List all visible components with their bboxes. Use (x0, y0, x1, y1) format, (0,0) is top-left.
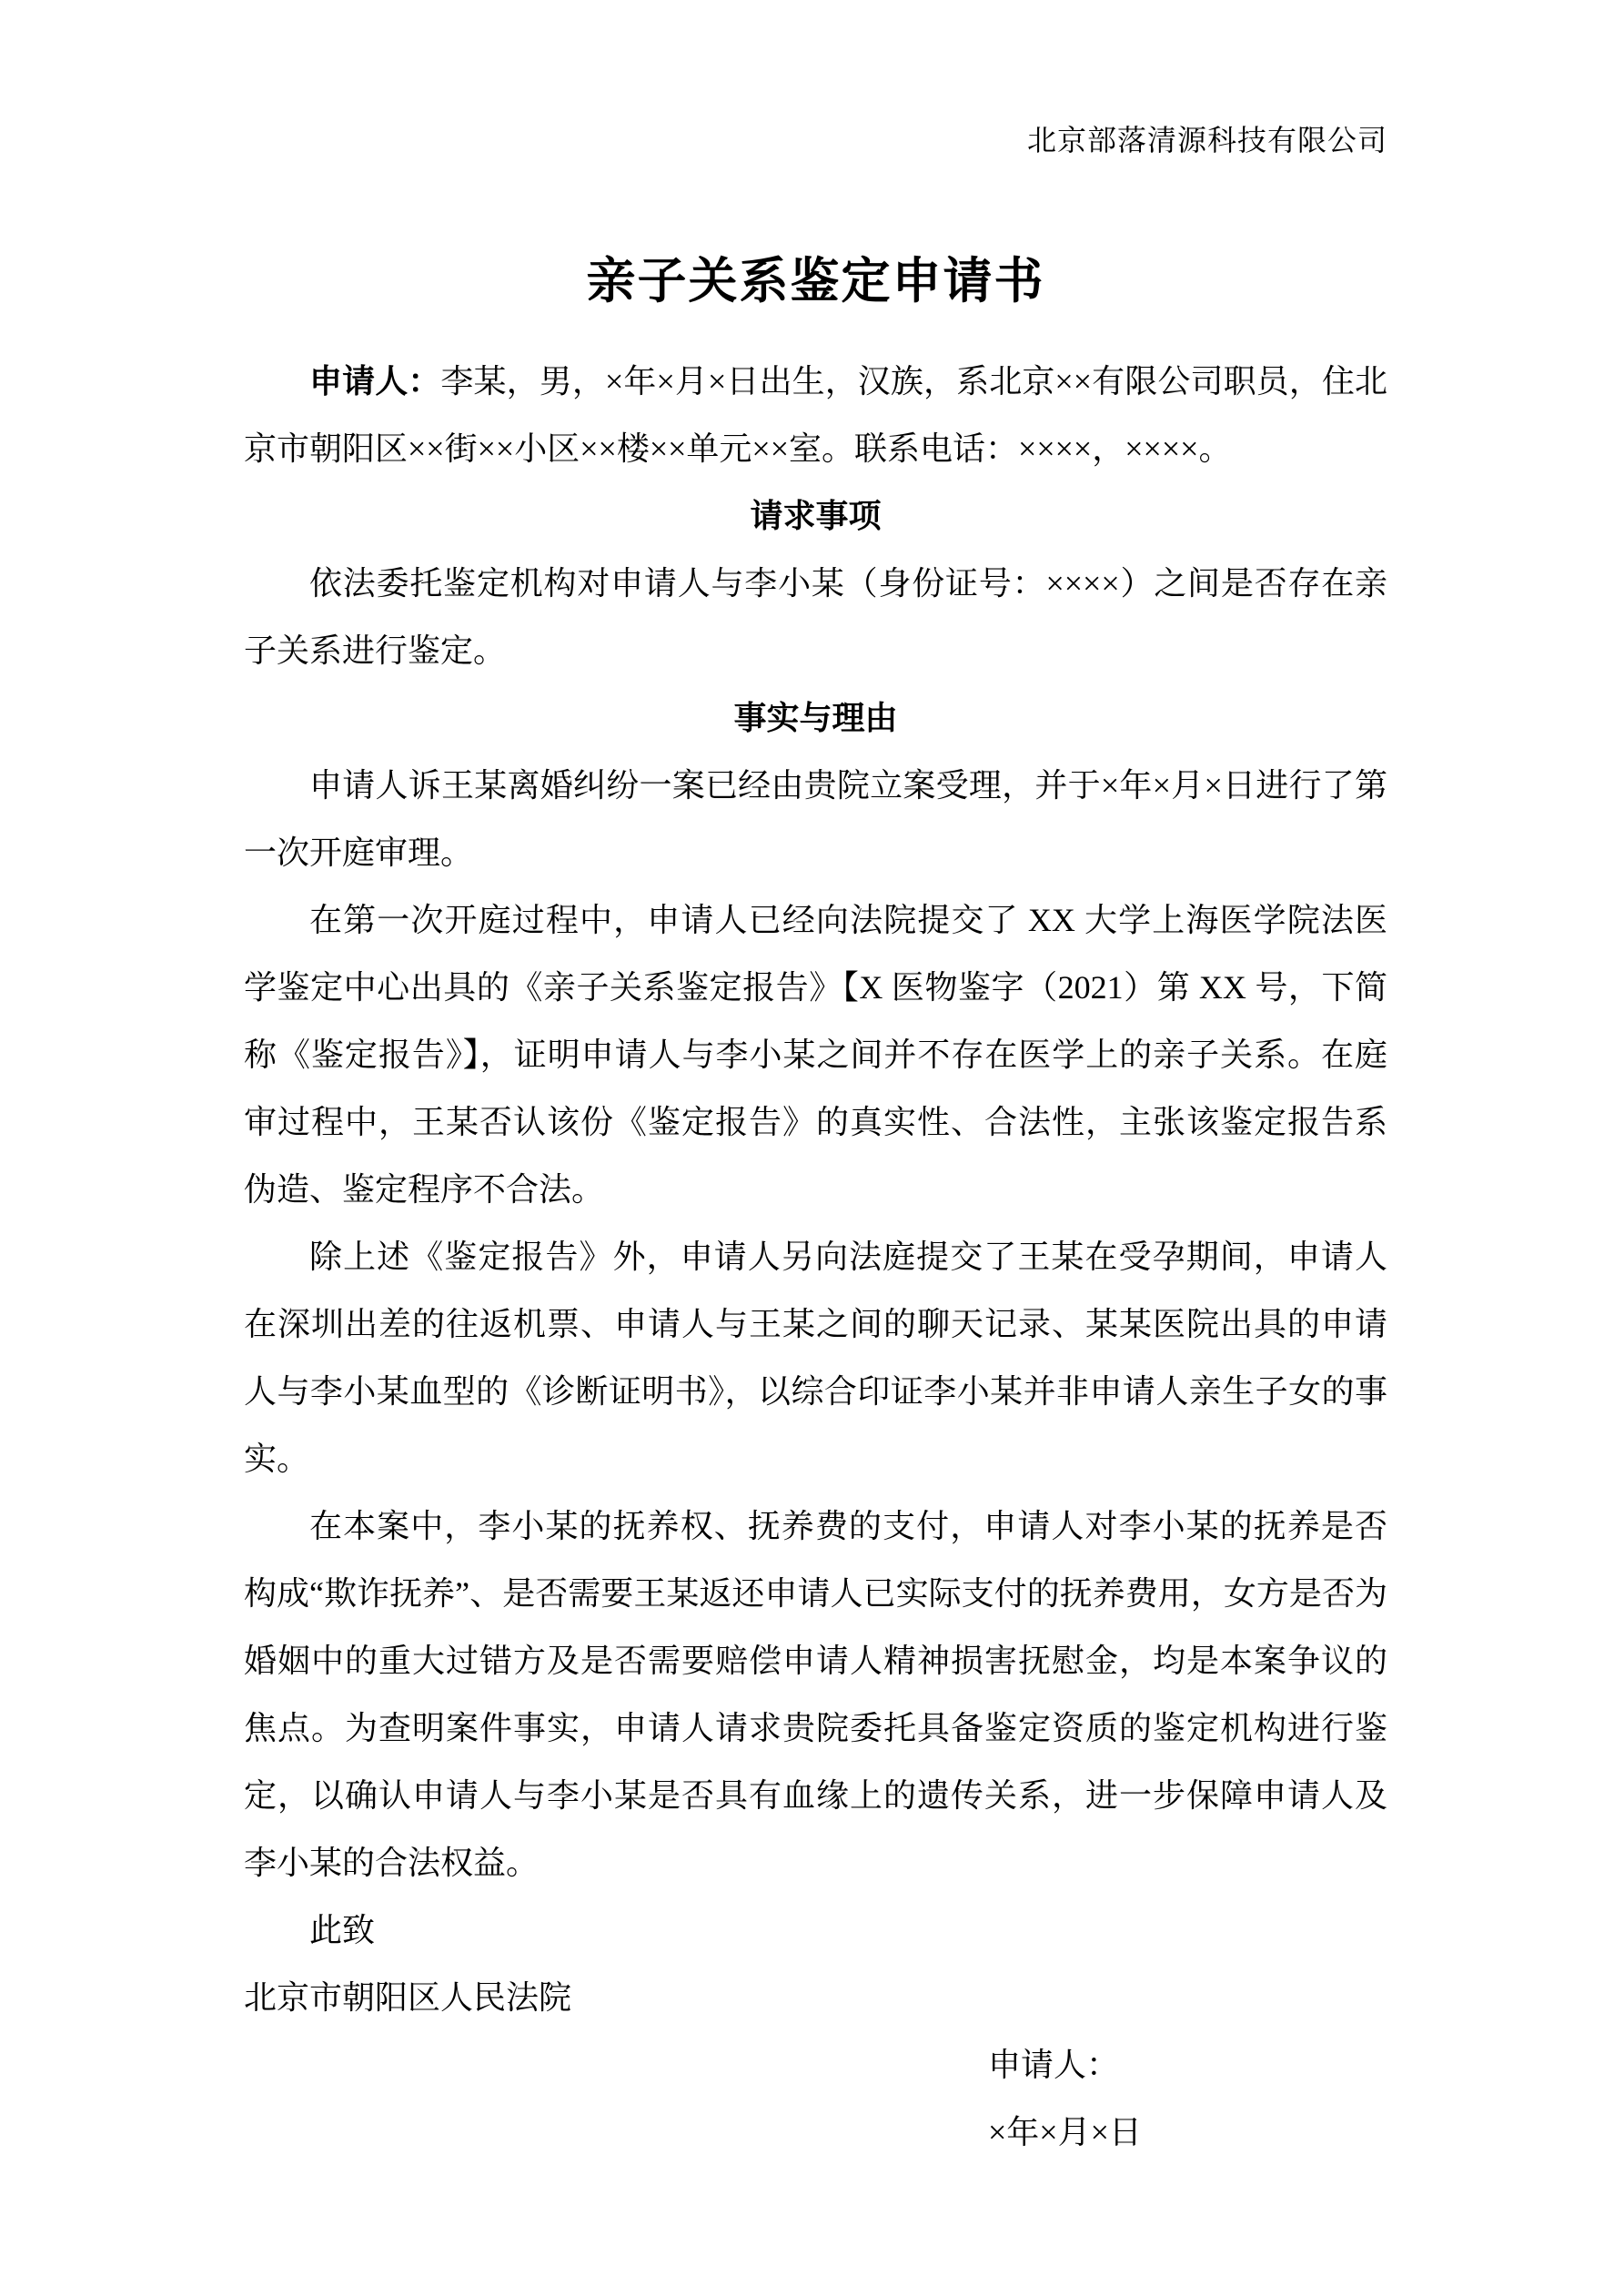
applicant-label: 申请人： (309, 363, 441, 400)
facts-paragraph-1: 申请人诉王某离婚纠纷一案已经由贵院立案受理，并于×年×月×日进行了第一次开庭审理。 (244, 767, 1387, 871)
facts-paragraph-4: 在本案中，李小某的抚养权、抚养费的支付，申请人对李小某的抚养是否构成“欺诈抚养”、是否需要王某返还申请人已实际支付的抚养费用，女方是否为婚姻中的重大过错方及是否需要赔偿申请人精神损害抚慰金，均是本案争议的焦点。为查明案件事实，申请人请求贵院委托具备鉴定资质的鉴定机构进行鉴定，以确认申请人与李小某是否具有血缘上的遗传关系，进一步保障申请人及李小某的合法权益。 (244, 1508, 1387, 1881)
signature-date: ×年×月×日 (988, 2114, 1142, 2150)
applicant-paragraph (244, 348, 1387, 482)
section-heading-facts: 事实与理由 (733, 700, 898, 736)
facts-paragraph-2: 在第一次开庭过程中，申请人已经向法院提交了 XX 大学上海医学院法医学鉴定中心出具的《亲子关系鉴定报告》【X 医物鉴字（2021）第 XX 号，下简称《鉴定报告》】，证明申请人与李小某之间并不存在医学上的亲子关系。在庭审过程中，王某否认该份《鉴定报告》的真实性、合法性，主张该鉴定报告系伪造、鉴定程序不合法。 (244, 902, 1387, 1208)
signature-label: 申请人： (988, 2047, 1120, 2083)
request-paragraph: 依法委托鉴定机构对申请人与李小某（身份证号：××××）之间是否存在亲子关系进行鉴定。 (244, 565, 1387, 669)
company-header: 北京部落清源科技有限公司 (1026, 124, 1387, 157)
facts-paragraph-3: 除上述《鉴定报告》外，申请人另向法庭提交了王某在受孕期间，申请人在深圳出差的往返机票、申请人与王某之间的聊天记录、某某医院出具的申请人与李小某血型的《诊断证明书》，以综合印证李小某并非申请人亲生子女的事实。 (244, 1239, 1387, 1477)
applicant-text: 李某，男，×年×月×日出生，汉族，系北京××有限公司职员，住北京市朝阳区××街××小区××楼××单元××室。联系电话：××××，××××。 (244, 363, 1387, 467)
section-heading-request: 请求事项 (750, 498, 882, 534)
signature-block (988, 2031, 1387, 2166)
document-title: 亲子关系鉴定申请书 (586, 254, 1045, 308)
closing-court: 北京市朝阳区人民法院 (244, 1979, 572, 2016)
closing-salute: 此致 (309, 1912, 376, 1948)
